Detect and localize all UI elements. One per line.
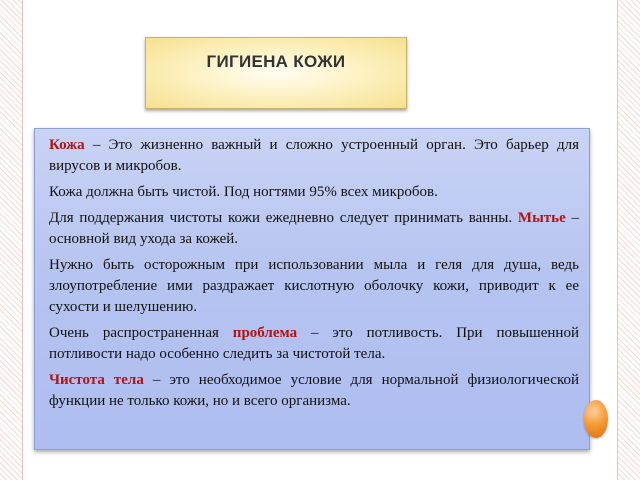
- paragraph-1: [49, 135, 579, 177]
- content-text: [49, 135, 579, 417]
- paragraph-1-text: – Это жизненно важный и сложно устроенный орган. Это барьер для вирусов и микробов.: [49, 137, 579, 174]
- paragraph-4-text: Нужно быть осторожным при использовании мыла и геля для душа, ведь злоупотребление ими раздражает кислотную оболочку кожи, приводит к ее сухости и шелушению.: [49, 257, 579, 315]
- highlight-kozha: Кожа: [49, 137, 85, 153]
- paragraph-3-before: Для поддержания чистоты кожи ежедневно следует принимать ванны.: [49, 210, 518, 226]
- highlight-problema: проблема: [232, 325, 298, 341]
- paragraph-5: [49, 323, 579, 365]
- left-decorative-border: [0, 0, 22, 480]
- paragraph-6: [49, 370, 579, 412]
- paragraph-3: [49, 208, 579, 250]
- highlight-mytie: Мытье: [517, 210, 566, 226]
- paragraph-4: [49, 255, 579, 318]
- paragraph-5-before: Очень распространенная: [49, 325, 233, 341]
- highlight-chistota: Чистота тела: [49, 372, 144, 388]
- paragraph-2-text: Кожа должна быть чистой. Под ногтями 95% всех микробов.: [49, 184, 438, 200]
- right-decorative-border: [618, 0, 640, 480]
- content-box: [34, 128, 590, 450]
- left-border-line: [22, 0, 23, 480]
- paragraph-5-after: – это потливость. При повышенной потливости надо особенно следить за чистотой тела.: [49, 325, 579, 362]
- paragraph-6-text: – это необходимое условие для нормальной физиологической функции не только кожи, но и всего организма.: [49, 372, 579, 409]
- decorative-orange-circle: [584, 400, 608, 438]
- paragraph-2: [49, 182, 579, 203]
- title-box: [145, 37, 407, 109]
- right-border-line: [617, 0, 618, 480]
- paragraph-3-after: – основной вид ухода за кожей.: [49, 210, 580, 247]
- slide-title: ГИГИЕНА КОЖИ: [206, 52, 346, 71]
